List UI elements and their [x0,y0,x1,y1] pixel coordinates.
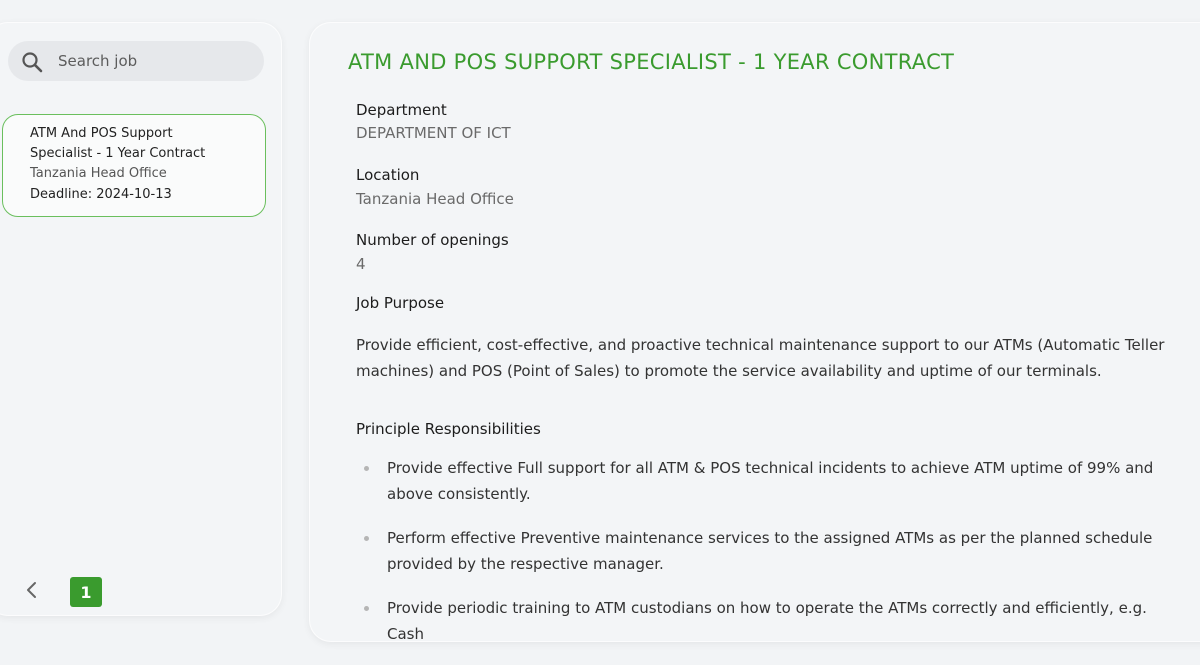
location-label: Location [356,166,420,184]
search-icon [20,50,44,74]
job-list-panel [0,22,282,616]
list-item-text: Provide periodic training to ATM custodians on how to operate the ATMs correctly and efficiently, e.g. Cash [387,599,1147,643]
job-deadline: Deadline: 2024-10-13 [30,187,172,202]
job-title [30,124,253,164]
list-item [356,525,1186,577]
search-box [8,41,264,81]
department-value: DEPARTMENT OF ICT [356,124,511,142]
list-item [356,595,1186,647]
openings-label: Number of openings [356,231,509,249]
job-detail-title: ATM AND POS SUPPORT SPECIALIST - 1 YEAR CONTRACT [348,50,955,74]
job-purpose-text: Provide efficient, cost-effective, and proactive technical maintenance support to our ATMs (Automatic Teller machines) and POS (Point of Sales) to promote the service availability and uptime of our terminals. [356,336,1165,380]
job-list-item[interactable] [2,114,266,217]
job-location: Tanzania Head Office [30,166,167,181]
responsibilities-list [356,455,1186,665]
bullet-icon [364,466,369,471]
list-item [356,455,1186,507]
list-item-text: Perform effective Preventive maintenance services to the assigned ATMs as per the planned schedule provided by the respective manager. [387,529,1153,573]
chevron-left-icon [25,581,39,599]
job-title-line: Specialist - 1 Year Contract [30,146,206,161]
search-input[interactable] [58,41,253,81]
department-label: Department [356,101,447,119]
bullet-icon [364,536,369,541]
job-purpose-label: Job Purpose [356,294,445,312]
previous-page-button[interactable] [20,578,44,602]
location-value: Tanzania Head Office [356,190,514,208]
job-title-line: ATM And POS Support [30,126,173,141]
list-item-text: Provide effective Full support for all ATM & POS technical incidents to achieve ATM uptime of 99% and above consistently. [387,459,1154,503]
responsibilities-label: Principle Responsibilities [356,420,541,438]
page-number-button[interactable]: 1 [70,577,102,607]
bullet-icon [364,606,369,611]
openings-value: 4 [356,255,366,273]
job-detail-panel [309,22,1200,642]
